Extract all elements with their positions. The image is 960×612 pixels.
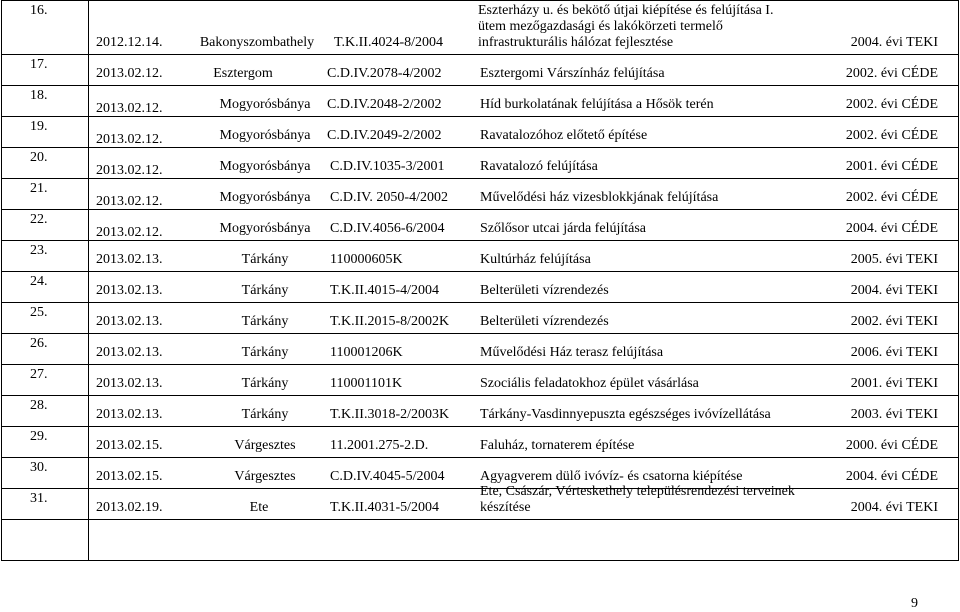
row-date: 2013.02.13. — [96, 345, 163, 360]
row-funding: 2004. évi TEKI — [850, 283, 938, 298]
row-code: C.D.IV.2048-2/2002 — [327, 97, 442, 112]
row-funding: 2006. évi TEKI — [850, 345, 938, 360]
row-code: 110000605K — [330, 252, 403, 267]
row-code: T.K.II.4015-4/2004 — [330, 283, 439, 298]
table-column-rule — [1, 0, 2, 560]
row-number: 29. — [30, 429, 48, 444]
row-number: 31. — [30, 491, 48, 506]
row-code: T.K.II.3018-2/2003K — [330, 407, 450, 422]
row-description: Tárkány-Vasdinnyepuszta egészséges ivóvízellátása — [480, 407, 771, 422]
row-number: 22. — [30, 212, 48, 227]
table-column-rule — [958, 0, 959, 560]
row-place: Mogyorósbánya — [219, 97, 311, 112]
row-description: Kultúrház felújítása — [480, 252, 591, 267]
row-code: C.D.IV.1035-3/2001 — [330, 159, 445, 174]
row-description: infrastrukturális hálózat fejlesztése — [478, 35, 674, 50]
row-number: 24. — [30, 274, 48, 289]
row-funding: 2001. évi CÉDE — [845, 159, 938, 174]
row-date: 2013.02.12. — [96, 194, 163, 209]
table-row-rule — [1, 364, 959, 365]
row-description: Szociális feladatokhoz épület vásárlása — [480, 376, 699, 391]
table-row-rule — [1, 0, 959, 1]
row-number: 19. — [30, 119, 48, 134]
row-code: 110001206K — [330, 345, 403, 360]
row-description: készítése — [480, 500, 531, 515]
row-funding: 2002. évi TEKI — [850, 314, 938, 329]
row-description: ütem mezőgazdasági és lakókörzeti termelő — [478, 19, 723, 34]
row-description: Művelődési Ház terasz felújítása — [480, 345, 664, 360]
row-date: 2013.02.15. — [96, 469, 163, 484]
row-date: 2013.02.13. — [96, 314, 163, 329]
row-description: Belterületi vízrendezés — [480, 314, 609, 329]
row-description: Belterületi vízrendezés — [480, 283, 609, 298]
table-row-rule — [1, 426, 959, 427]
row-code: C.D.IV.4045-5/2004 — [330, 469, 445, 484]
row-description: Faluház, tornaterem építése — [480, 438, 635, 453]
row-description: Művelődési ház vizesblokkjának felújítása — [480, 190, 719, 205]
row-place: Mogyorósbánya — [219, 128, 311, 143]
row-place: Tárkány — [241, 314, 289, 329]
row-funding: 2004. évi TEKI — [850, 500, 938, 515]
row-funding: 2004. évi TEKI — [850, 35, 938, 50]
row-code: T.K.II.2015-8/2002K — [330, 314, 450, 329]
row-code: C.D.IV. 2050-4/2002 — [330, 190, 448, 205]
row-date: 2013.02.13. — [96, 376, 163, 391]
row-place: Tárkány — [241, 376, 289, 391]
row-number: 25. — [30, 305, 48, 320]
table-row-rule — [1, 85, 959, 86]
row-funding: 2005. évi TEKI — [850, 252, 938, 267]
row-code: C.D.IV.4056-6/2004 — [330, 221, 445, 236]
row-place: Ete — [249, 500, 269, 515]
row-description: Híd burkolatának felújítása a Hősök terén — [480, 97, 714, 112]
row-code: 11.2001.275-2.D. — [330, 438, 429, 453]
row-number: 23. — [30, 243, 48, 258]
row-funding: 2003. évi TEKI — [850, 407, 938, 422]
row-description: Esztergomi Várszínház felújítása — [480, 66, 665, 81]
row-funding: 2002. évi CÉDE — [845, 190, 938, 205]
row-funding: 2002. évi CÉDE — [845, 97, 938, 112]
row-date: 2012.12.14. — [96, 35, 163, 50]
row-date: 2013.02.19. — [96, 500, 163, 515]
row-funding: 2004. évi CÉDE — [845, 221, 938, 236]
row-place: Várgesztes — [234, 438, 296, 453]
row-code: T.K.II.4031-5/2004 — [330, 500, 439, 515]
row-number: 18. — [30, 88, 48, 103]
table-row-rule — [1, 519, 959, 520]
row-date: 2013.02.13. — [96, 252, 163, 267]
row-date: 2013.02.12. — [96, 163, 163, 178]
row-place: Várgesztes — [234, 469, 296, 484]
row-place: Tárkány — [241, 407, 289, 422]
row-description: Agyagverem dülő ivóvíz- és csatorna kiépítése — [480, 469, 743, 484]
row-date: 2013.02.15. — [96, 438, 163, 453]
row-date: 2013.02.13. — [96, 283, 163, 298]
row-number: 17. — [30, 57, 48, 72]
table-row-rule — [1, 271, 959, 272]
row-place: Bakonyszombathely — [199, 35, 315, 50]
row-funding: 2002. évi CÉDE — [845, 128, 938, 143]
row-code: 110001101K — [330, 376, 403, 391]
row-number: 27. — [30, 367, 48, 382]
row-code: C.D.IV.2049-2/2002 — [327, 128, 442, 143]
table-row-rule — [1, 302, 959, 303]
row-number: 21. — [30, 181, 48, 196]
row-place: Mogyorósbánya — [219, 221, 311, 236]
row-description: Ete, Császár, Vérteskethely településrendezési terveinek — [480, 484, 795, 499]
row-place: Tárkány — [241, 283, 289, 298]
row-date: 2013.02.12. — [96, 66, 163, 81]
table-row-rule — [1, 333, 959, 334]
table-row-rule — [1, 560, 959, 561]
row-date: 2013.02.12. — [96, 101, 163, 116]
row-date: 2013.02.12. — [96, 132, 163, 147]
row-date: 2013.02.12. — [96, 225, 163, 240]
row-place: Tárkány — [241, 252, 289, 267]
row-number: 30. — [30, 460, 48, 475]
row-funding: 2002. évi CÉDE — [845, 66, 938, 81]
row-number: 16. — [30, 3, 48, 18]
page-number: 9 — [911, 596, 918, 611]
row-number: 26. — [30, 336, 48, 351]
row-number: 28. — [30, 398, 48, 413]
row-place: Tárkány — [241, 345, 289, 360]
table-row-rule — [1, 457, 959, 458]
table-row-rule — [1, 54, 959, 55]
row-number: 20. — [30, 150, 48, 165]
row-place: Mogyorósbánya — [219, 159, 311, 174]
row-description: Ravatalozóhoz előtető építése — [480, 128, 648, 143]
row-place: Mogyorósbánya — [219, 190, 311, 205]
row-funding: 2001. évi TEKI — [850, 376, 938, 391]
row-date: 2013.02.13. — [96, 407, 163, 422]
table-row-rule — [1, 395, 959, 396]
row-description: Ravatalozó felújítása — [480, 159, 598, 174]
row-code: T.K.II.4024-8/2004 — [334, 35, 443, 50]
row-description: Szőlősor utcai járda felújítása — [480, 221, 646, 236]
row-funding: 2000. évi CÉDE — [845, 438, 938, 453]
row-code: C.D.IV.2078-4/2002 — [327, 66, 442, 81]
row-description: Eszterházy u. és bekötő útjai kiépítése és felújítása I. — [478, 3, 774, 18]
table-column-rule — [88, 0, 89, 560]
row-place: Esztergom — [213, 66, 273, 81]
row-funding: 2004. évi CÉDE — [845, 469, 938, 484]
